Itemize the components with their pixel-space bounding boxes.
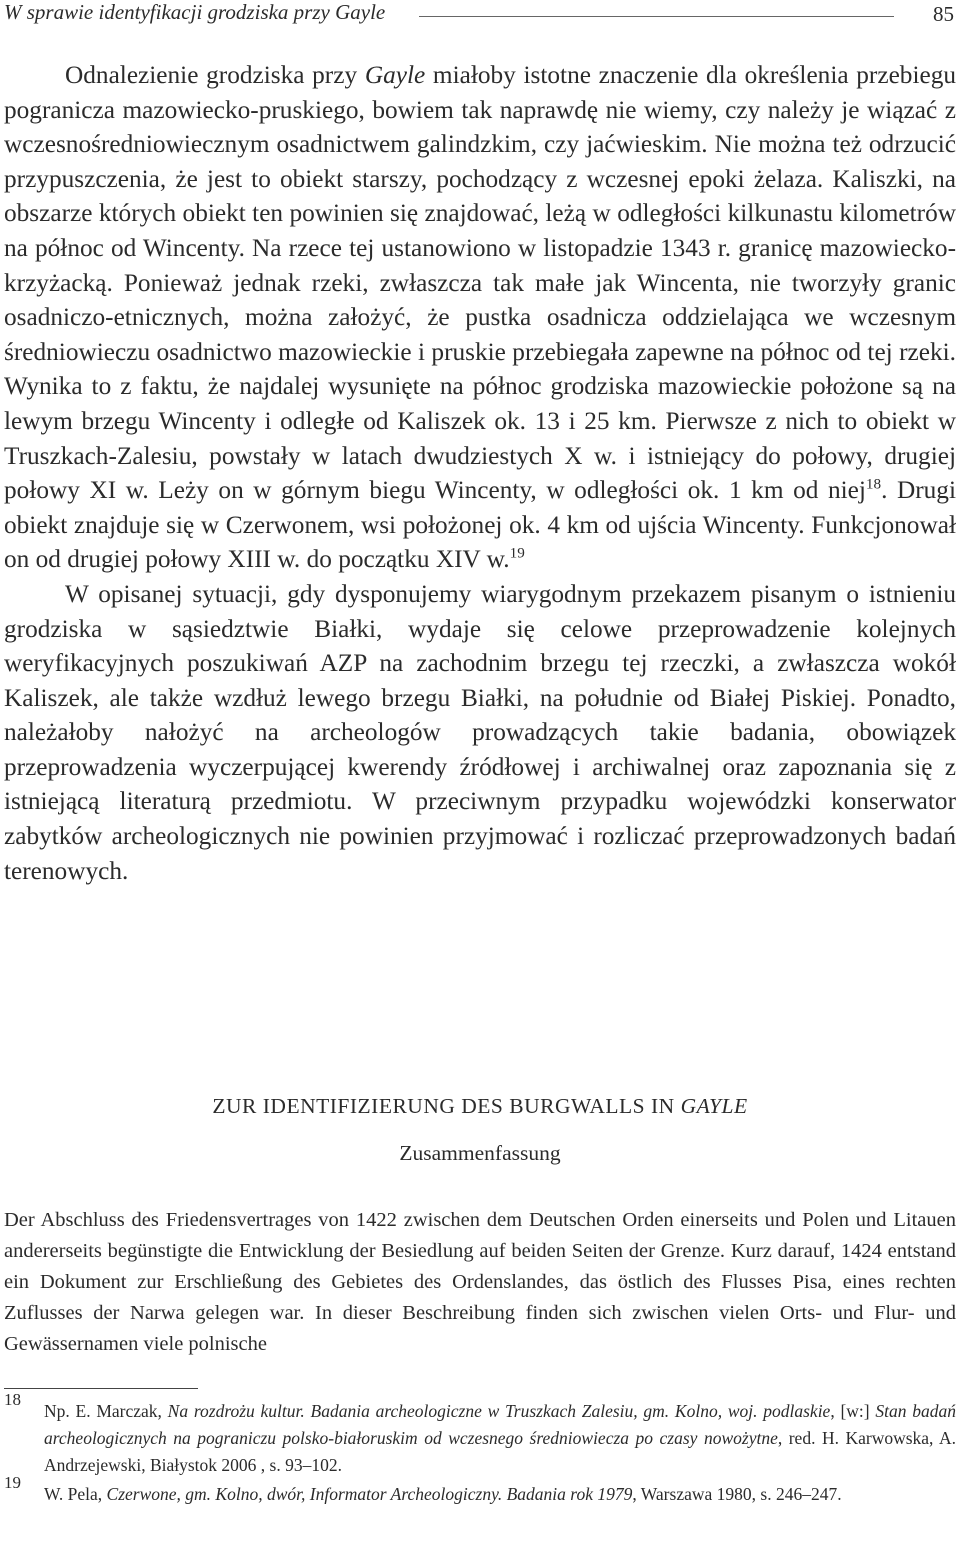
running-head-rule xyxy=(419,16,894,17)
page-number: 85 xyxy=(933,2,954,26)
summary-title xyxy=(0,1094,960,1119)
footnote-18-text-b: , [w:] xyxy=(830,1401,876,1421)
summary-title-italic: GAYLE xyxy=(680,1094,748,1118)
footnote-number: 18 xyxy=(4,1390,21,1409)
footnote-ref-18: 18 xyxy=(865,475,882,493)
summary-subtitle: Zusammenfassung xyxy=(399,1141,561,1165)
p1-italic-gayle: Gayle xyxy=(364,61,426,89)
body-paragraph-2: W opisanej sytuacji, gdy dysponujemy wiarygodnym przekazem pisanym o istnieniu grodziska w sąsiedztwie Białki, wydaje się celowe przeprowadzenie kolejnych weryfikacyjnych poszukiwań AZP na zachodnim brzegu tej rzeczki, a zwłaszcza wokół Kaliszek, ale także wzdłuż lewego brzegu Białki, na południe od Białej Piskiej. Ponadto, należałoby nałożyć na archeologów prowadzących takie badania, obowiązek przeprowadzenia wyczerpującej kwerendy źródłowej i archiwalnej oraz zapoznania się z istniejącą literaturą przedmiotu. W przeciwnym przypadku wojewódzki konserwator zabytków archeologicznych nie powinien przyjmować i rozliczać przeprowadzonych badań terenowych. xyxy=(4,579,956,885)
summary-paragraph: Der Abschluss des Friedensvertrages von 1422 zwischen dem Deutschen Orden einerseits und Polen und Litauen andererseits begünstigte die Entwicklung der Besiedlung auf beiden Seiten der Grenze. Kurz darauf, 1424 entstand ein Dokument zur Erschließung des Gebietes des Ordenslandes, das östlich des Flusses Pisa, eines rechten Zuflusses der Narwa gelegen war. In dieser Beschreibung finden sich zwischen vielen Orts- und Flur- und Gewässernamen viele polnische xyxy=(4,1209,956,1355)
footnote-19-text-a: W. Pela, xyxy=(44,1484,107,1504)
footnote-19 xyxy=(4,1473,956,1508)
body-paragraph-1 xyxy=(4,58,956,577)
footnote-18-text-c: , red. H. Karwowska, A. Andrzejewski, Białystok 2006 , s. 93–102. xyxy=(44,1428,956,1475)
footnote-18-text-a: Np. E. Marczak, xyxy=(44,1401,168,1421)
footnote-ref-19: 19 xyxy=(509,544,525,562)
footnote-number: 19 xyxy=(4,1473,21,1492)
running-head xyxy=(4,0,956,26)
p1-text-b: miałoby istotne znaczenie dla określenia przebiegu pogranicza mazowiecko-pruskiego, bowiem tak naprawdę nie wiemy, czy należy je wiązać z wczesnośredniowiecznym osadnictwem galindzkim, czy jaćwieskim. Nie można też odrzucić przypuszczenia, że jest to obiekt starszy, pochodzący z wczesnej epoki żelaza. Kaliszki, na obszarze których obiekt ten powinien się znajdować, leżą w odległości kilkunastu kilometrów na północ od Wincenty. Na rzece tej ustanowiono w listopadzie 1343 r. granicę mazowiecko-krzyżacką. Ponieważ jednak rzeki, zwłaszcza tak małe jak Wincenta, nie tworzyły granic osadniczo-etnicznych, można założyć, że pustka osadnicza oddzielająca we wczesnym średniowieczu osadnictwo mazowieckie i pruskie przebiegała zapewne na północ od tej rzeki. Wynika to z faktu, że najdalej wysunięte na północ grodziska mazowieckie położone są na lewym brzegu Wincenty i odległe od Kaliszek ok. 13 i 25 km. Pierwsze z nich to obiekt w Truszkach-Zalesiu, powstały w latach dwudziestych X w. i istniejący do połowy, drugiej połowy XI w. Leży on w górnym biegu Wincenty, w odległości ok. 1 km od niej xyxy=(4,61,956,505)
footnote-18-italic-a: Na rozdrożu kultur. Badania archeologiczne w Truszkach Zalesiu, gm. Kolno, woj. podlaskie xyxy=(167,1401,831,1421)
footnote-19-text-b: , Warszawa 1980, s. 246–247. xyxy=(632,1484,842,1504)
body-text xyxy=(4,58,956,888)
running-head-title: W sprawie identyfikacji grodziska przy Gayle xyxy=(4,0,386,24)
footnote-separator xyxy=(4,1388,198,1389)
p1-text-c: . Drugi obiekt znajduje się w Czerwonem, wsi położonej ok. 4 km od ujścia Wincenty. Funkcjonował on od drugiej połowy XIII w. do początku XIV w. xyxy=(4,476,956,574)
footnote-18 xyxy=(4,1390,956,1479)
p1-text-a: Odnalezienie grodziska przy xyxy=(65,61,365,89)
footnote-19-italic-a: Czerwone, gm. Kolno, dwór, Informator Archeologiczny. Badania rok 1979 xyxy=(106,1484,633,1504)
footnote-18-italic-b: Stan badań archeologicznych na pograniczu polsko-białoruskim od wczesnego średniowiecza po czasy nowożytne xyxy=(44,1401,956,1448)
footnotes xyxy=(4,1390,956,1510)
summary-text xyxy=(4,1205,956,1360)
summary-title-text: ZUR IDENTIFIZIERUNG DES BURGWALLS IN xyxy=(212,1094,681,1118)
